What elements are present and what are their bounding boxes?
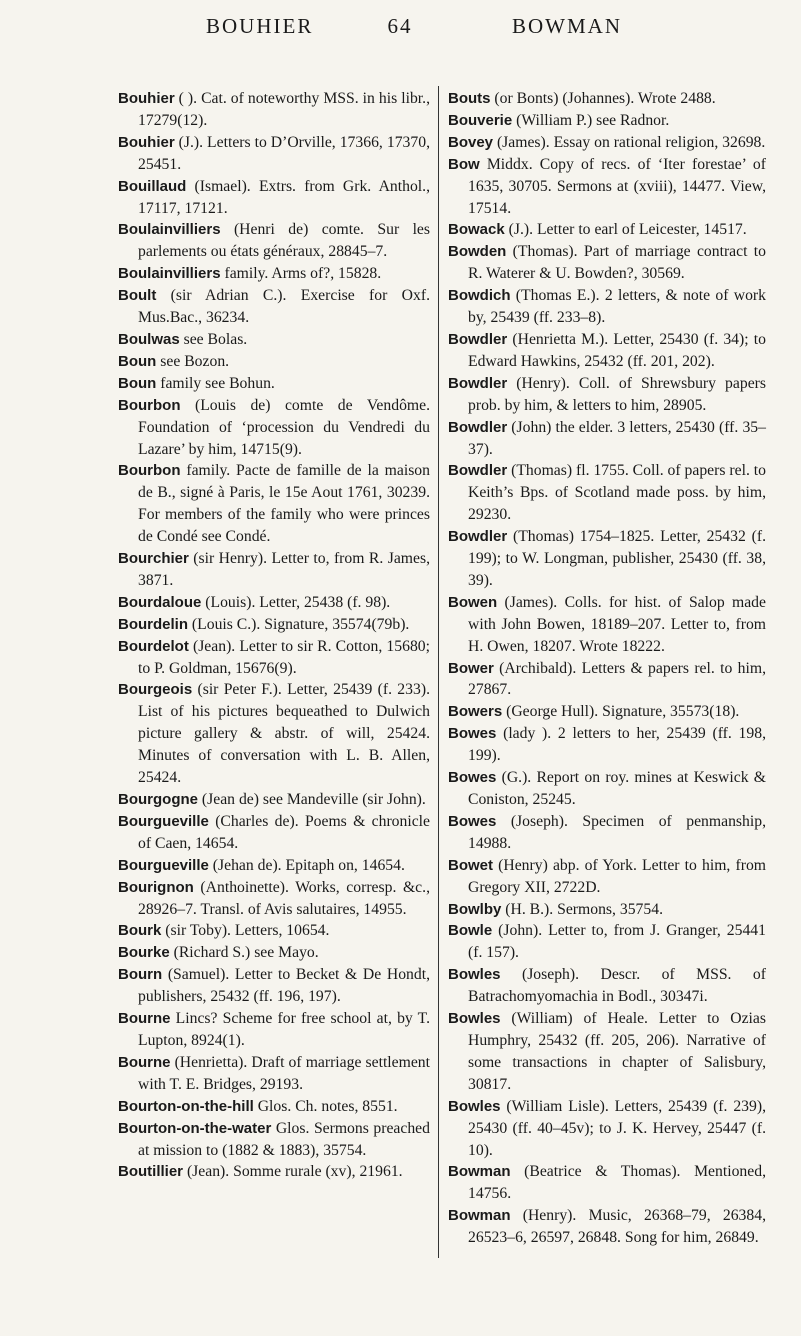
entry-text: (sir Peter F.). Letter, 25439 (f. 233). List of his pictures bequeathed to Dulwich picture gallery & abstr. of will, 25424. Minutes of conversation with L. B. Allen, 25424. [138, 681, 430, 787]
index-entry [118, 920, 430, 942]
index-entry [448, 329, 766, 373]
entry-text: (Henrietta). Draft of marriage settlement with T. E. Bridges, 29193. [138, 1053, 430, 1093]
entry-headword: Boulainvilliers [118, 265, 221, 283]
entry-headword: Bowen [448, 593, 498, 611]
entry-headword: Bowdler [448, 374, 508, 392]
entry-headword: Bow [448, 155, 480, 173]
entry-text: (sir Adrian C.). Exercise for Oxf. Mus.Bac., 36234. [138, 287, 430, 327]
entry-headword: Bowden [448, 243, 507, 261]
index-entry [118, 395, 430, 461]
entry-text: family. Arms of?, 15828. [220, 265, 382, 283]
index-entry [448, 373, 766, 417]
entry-headword: Bourignon [118, 878, 194, 896]
index-entry [448, 592, 766, 658]
entry-text: (Louis C.). Signature, 35574(79b). [188, 615, 410, 633]
entry-text: (Anthoinette). Works, corresp. &c., 28926–7. Transl. of Avis salutaires, 14955. [138, 878, 430, 918]
entry-text: (Ismael). Extrs. from Grk. Anthol., 17117, 17121. [138, 177, 430, 217]
entry-headword: Bowes [448, 725, 497, 743]
index-entry [118, 88, 430, 132]
entry-headword: Bowers [448, 703, 503, 721]
header-first-entry: BOUHIER [206, 14, 314, 38]
entry-headword: Bourdelot [118, 637, 189, 655]
index-entry [118, 1161, 430, 1183]
entry-text: family see Bohun. [156, 374, 275, 392]
index-entry [118, 789, 430, 811]
index-entry [448, 811, 766, 855]
entry-headword: Boutillier [118, 1163, 184, 1181]
entry-text: (Jean de) see Mandeville (sir John). [198, 791, 426, 808]
entry-headword: Bowles [448, 1097, 501, 1115]
index-entry [118, 219, 430, 263]
entry-text: (H. B.). Sermons, 35754. [501, 900, 664, 918]
index-entry [448, 767, 766, 811]
entry-text: (Archibald). Letters & papers rel. to him, 27867. [468, 659, 766, 699]
entry-headword: Bowman [448, 1207, 511, 1225]
entry-text: (Joseph). Specimen of penmanship, 14988. [468, 812, 766, 852]
entry-text: (Thomas) 1754–1825. Letter, 25432 (f. 199); to W. Longman, publisher, 25430 (ff. 38, 39). [468, 528, 766, 589]
entry-headword: Bourne [118, 1053, 171, 1071]
index-entry [448, 285, 766, 329]
page-number: 64 [387, 14, 413, 38]
index-entry [118, 1118, 430, 1162]
index-entry [118, 942, 430, 964]
entry-text: (Thomas) fl. 1755. Coll. of papers rel. to Keith’s Bps. of Scotland made poss. by him, 29230. [468, 462, 766, 524]
index-entry [118, 373, 430, 395]
entry-text: (George Hull). Signature, 35573(18). [502, 703, 740, 721]
index-entry [448, 417, 766, 461]
entry-headword: Bourbon [118, 462, 181, 480]
entry-text: family. Pacte de famille de la maison de B., signé à Paris, le 15e Aout 1761, 30239. For members of the family who were princes de Condé see Condé. [138, 462, 430, 546]
entry-text: Glos. Sermons preached at mission to (1882 & 1883), 35754. [138, 1119, 430, 1159]
index-entry [118, 132, 430, 176]
entry-headword: Bouhier [118, 133, 175, 151]
entry-text: see Bolas. [179, 330, 248, 348]
index-entry [448, 701, 766, 723]
entry-headword: Bourton-on-the-water [118, 1119, 272, 1137]
index-entry [118, 1008, 430, 1052]
entry-headword: Bower [448, 659, 494, 677]
entry-headword: Bourton-on-the-hill [118, 1097, 254, 1115]
column-divider [438, 86, 439, 1258]
entry-headword: Boun [118, 374, 157, 392]
entry-text: (John). Letter to, from J. Granger, 25441 (f. 157). [468, 922, 766, 962]
entry-text: (Henri de) comte. Sur les parlements ou états généraux, 28845–7. [138, 221, 430, 261]
index-entry [448, 110, 766, 132]
entry-text: (William P.) see Radnor. [512, 111, 670, 129]
index-entry [118, 592, 430, 614]
entry-headword: Bourdelin [118, 615, 188, 633]
entry-text: (William Lisle). Letters, 25439 (f. 239), 25430 (ff. 40–45v); to J. K. Hervey, 25447 (f. 10). [468, 1097, 766, 1159]
index-column-right [448, 88, 766, 1249]
entry-text: (James). Colls. for hist. of Salop made with John Bowen, 18189–207. Letter to, from H. Owen, 18207. Wrote 18222. [468, 593, 766, 655]
entry-headword: Bouillaud [118, 177, 187, 195]
index-entry [118, 1052, 430, 1096]
entry-headword: Bovey [448, 133, 494, 151]
index-entry [118, 636, 430, 680]
entry-text: (Henry) abp. of York. Letter to him, from Gregory XII, 2722D. [468, 856, 766, 896]
entry-headword: Bourn [118, 966, 163, 984]
entry-text: (Jean). Letter to sir R. Cotton, 15680; to P. Goldman, 15676(9). [138, 637, 430, 677]
entry-headword: Bowdler [448, 528, 508, 546]
index-entry [448, 241, 766, 285]
entry-headword: Bourbon [118, 396, 181, 414]
entry-headword: Bourchier [118, 550, 189, 568]
entry-text: (Joseph). Descr. of MSS. of Batrachomyomachia in Bodl., 30347i. [468, 966, 766, 1006]
index-entry [448, 460, 766, 526]
index-entry [448, 1161, 766, 1205]
entry-headword: Boun [118, 352, 157, 370]
entry-text: (Thomas). Part of marriage contract to R. Waterer & U. Bowden?, 30569. [468, 243, 766, 283]
index-entry [118, 811, 430, 855]
index-entry [118, 679, 430, 789]
entry-headword: Bowman [448, 1163, 511, 1181]
entry-headword: Bowack [448, 221, 505, 239]
index-entry [118, 1096, 430, 1118]
entry-text: (Jehan de). Epitaph on, 14654. [208, 856, 405, 874]
entry-text: (Jean). Somme rurale (xv), 21961. [183, 1163, 403, 1181]
entry-headword: Bourgeois [118, 681, 193, 699]
entry-text: (Louis). Letter, 25438 (f. 98). [201, 593, 391, 611]
entry-text: (Thomas E.). 2 letters, & note of work by, 25439 (ff. 233–8). [468, 287, 766, 327]
index-entry [118, 263, 430, 285]
entry-headword: Bowdler [448, 418, 508, 436]
entry-headword: Bouverie [448, 111, 513, 129]
entry-text: Lincs? Scheme for free school at, by T. Lupton, 8924(1). [138, 1010, 430, 1049]
entry-text: see Bozon. [156, 352, 230, 370]
index-entry [118, 176, 430, 220]
entry-headword: Bowles [448, 966, 501, 984]
entry-text: (sir Henry). Letter to, from R. James, 3871. [138, 550, 430, 589]
index-column-left [118, 88, 430, 1183]
index-entry [448, 1008, 766, 1096]
index-entry [118, 329, 430, 351]
entry-text: (sir Toby). Letters, 10654. [161, 922, 330, 940]
entry-headword: Bouts [448, 90, 491, 107]
entry-headword: Bourgueville [118, 856, 209, 874]
entry-text: (Richard S.) see Mayo. [169, 944, 319, 962]
index-entry [448, 219, 766, 241]
index-entry [118, 460, 430, 548]
entry-headword: Bowes [448, 812, 497, 830]
entry-headword: Bowes [448, 769, 497, 787]
entry-text: (Samuel). Letter to Becket & De Hondt, publishers, 25432 (ff. 196, 197). [138, 966, 430, 1006]
entry-headword: Bowdich [448, 287, 511, 305]
entry-text: (G.). Report on roy. mines at Keswick & Coniston, 25245. [468, 769, 766, 808]
index-entry [118, 855, 430, 877]
entry-text: (Beatrice & Thomas). Mentioned, 14756. [468, 1163, 766, 1203]
entry-headword: Bourk [118, 922, 162, 940]
entry-headword: Boulainvilliers [118, 221, 221, 239]
entry-headword: Bourne [118, 1010, 171, 1028]
index-entry [448, 658, 766, 702]
index-entry [448, 1205, 766, 1249]
entry-text: (John) the elder. 3 letters, 25430 (ff. 35–37). [468, 418, 766, 458]
entry-text: (Henry). Coll. of Shrewsbury papers prob. by him, & letters to him, 28905. [468, 374, 766, 414]
entry-headword: Bowles [448, 1010, 501, 1028]
index-entry [448, 964, 766, 1008]
entry-text: (Louis de) comte de Vendôme. Foundation of ‘procession du Vendredi du Lazare’ by him, 14715(9). [138, 396, 430, 458]
index-entry [448, 88, 766, 110]
running-header [0, 14, 801, 54]
entry-text: Glos. Ch. notes, 8551. [253, 1097, 398, 1115]
index-entry [118, 548, 430, 592]
entry-headword: Bowdler [448, 462, 508, 480]
header-last-entry: BOWMAN [512, 14, 622, 38]
entry-text: (lady ). 2 letters to her, 25439 (ff. 198, 199). [468, 725, 766, 765]
index-entry [448, 526, 766, 592]
entry-headword: Bowle [448, 922, 493, 940]
entry-text: (Henry). Music, 26368–79, 26384, 26523–6, 26597, 26848. Song for him, 26849. [468, 1207, 766, 1247]
entry-text: (J.). Letters to D’Orville, 17366, 17370, 25451. [138, 133, 430, 173]
entry-headword: Bouhier [118, 90, 175, 107]
index-entry [448, 154, 766, 220]
entry-text: Middx. Copy of recs. of ‘Iter forestae’ of 1635, 30705. Sermons at (xviii), 14477. View, 17514. [468, 155, 766, 217]
index-entry [448, 723, 766, 767]
entry-headword: Bourke [118, 944, 170, 962]
index-entry [448, 920, 766, 964]
entry-text: (or Bonts) (Johannes). Wrote 2488. [490, 90, 716, 107]
index-entry [118, 285, 430, 329]
entry-text: (James). Essay on rational religion, 32698. [493, 133, 766, 151]
entry-headword: Boulwas [118, 330, 180, 348]
entry-headword: Bourdaloue [118, 593, 202, 611]
entry-headword: Boult [118, 287, 157, 305]
index-entry [448, 899, 766, 921]
entry-text: ( ). Cat. of noteworthy MSS. in his libr., 17279(12). [138, 90, 430, 129]
entry-text: (William) of Heale. Letter to Ozias Humphry, 25432 (ff. 205, 206). Narrative of some transactions in chapter of Salisbury, 30817. [468, 1010, 766, 1093]
entry-text: (Charles de). Poems & chronicle of Caen, 14654. [138, 812, 430, 852]
index-entry [118, 964, 430, 1008]
index-entry [448, 1096, 766, 1162]
index-entry [118, 614, 430, 636]
entry-headword: Bowlby [448, 900, 502, 918]
index-entry [448, 132, 766, 154]
index-entry [118, 877, 430, 921]
entry-headword: Bowet [448, 856, 493, 874]
entry-headword: Bowdler [448, 330, 508, 348]
entry-headword: Bourgogne [118, 791, 198, 808]
entry-text: (J.). Letter to earl of Leicester, 14517. [504, 221, 747, 239]
index-entry [448, 855, 766, 899]
index-entry [118, 351, 430, 373]
entry-headword: Bourgueville [118, 812, 209, 830]
entry-text: (Henrietta M.). Letter, 25430 (f. 34); to Edward Hawkins, 25432 (ff. 201, 202). [468, 330, 766, 370]
